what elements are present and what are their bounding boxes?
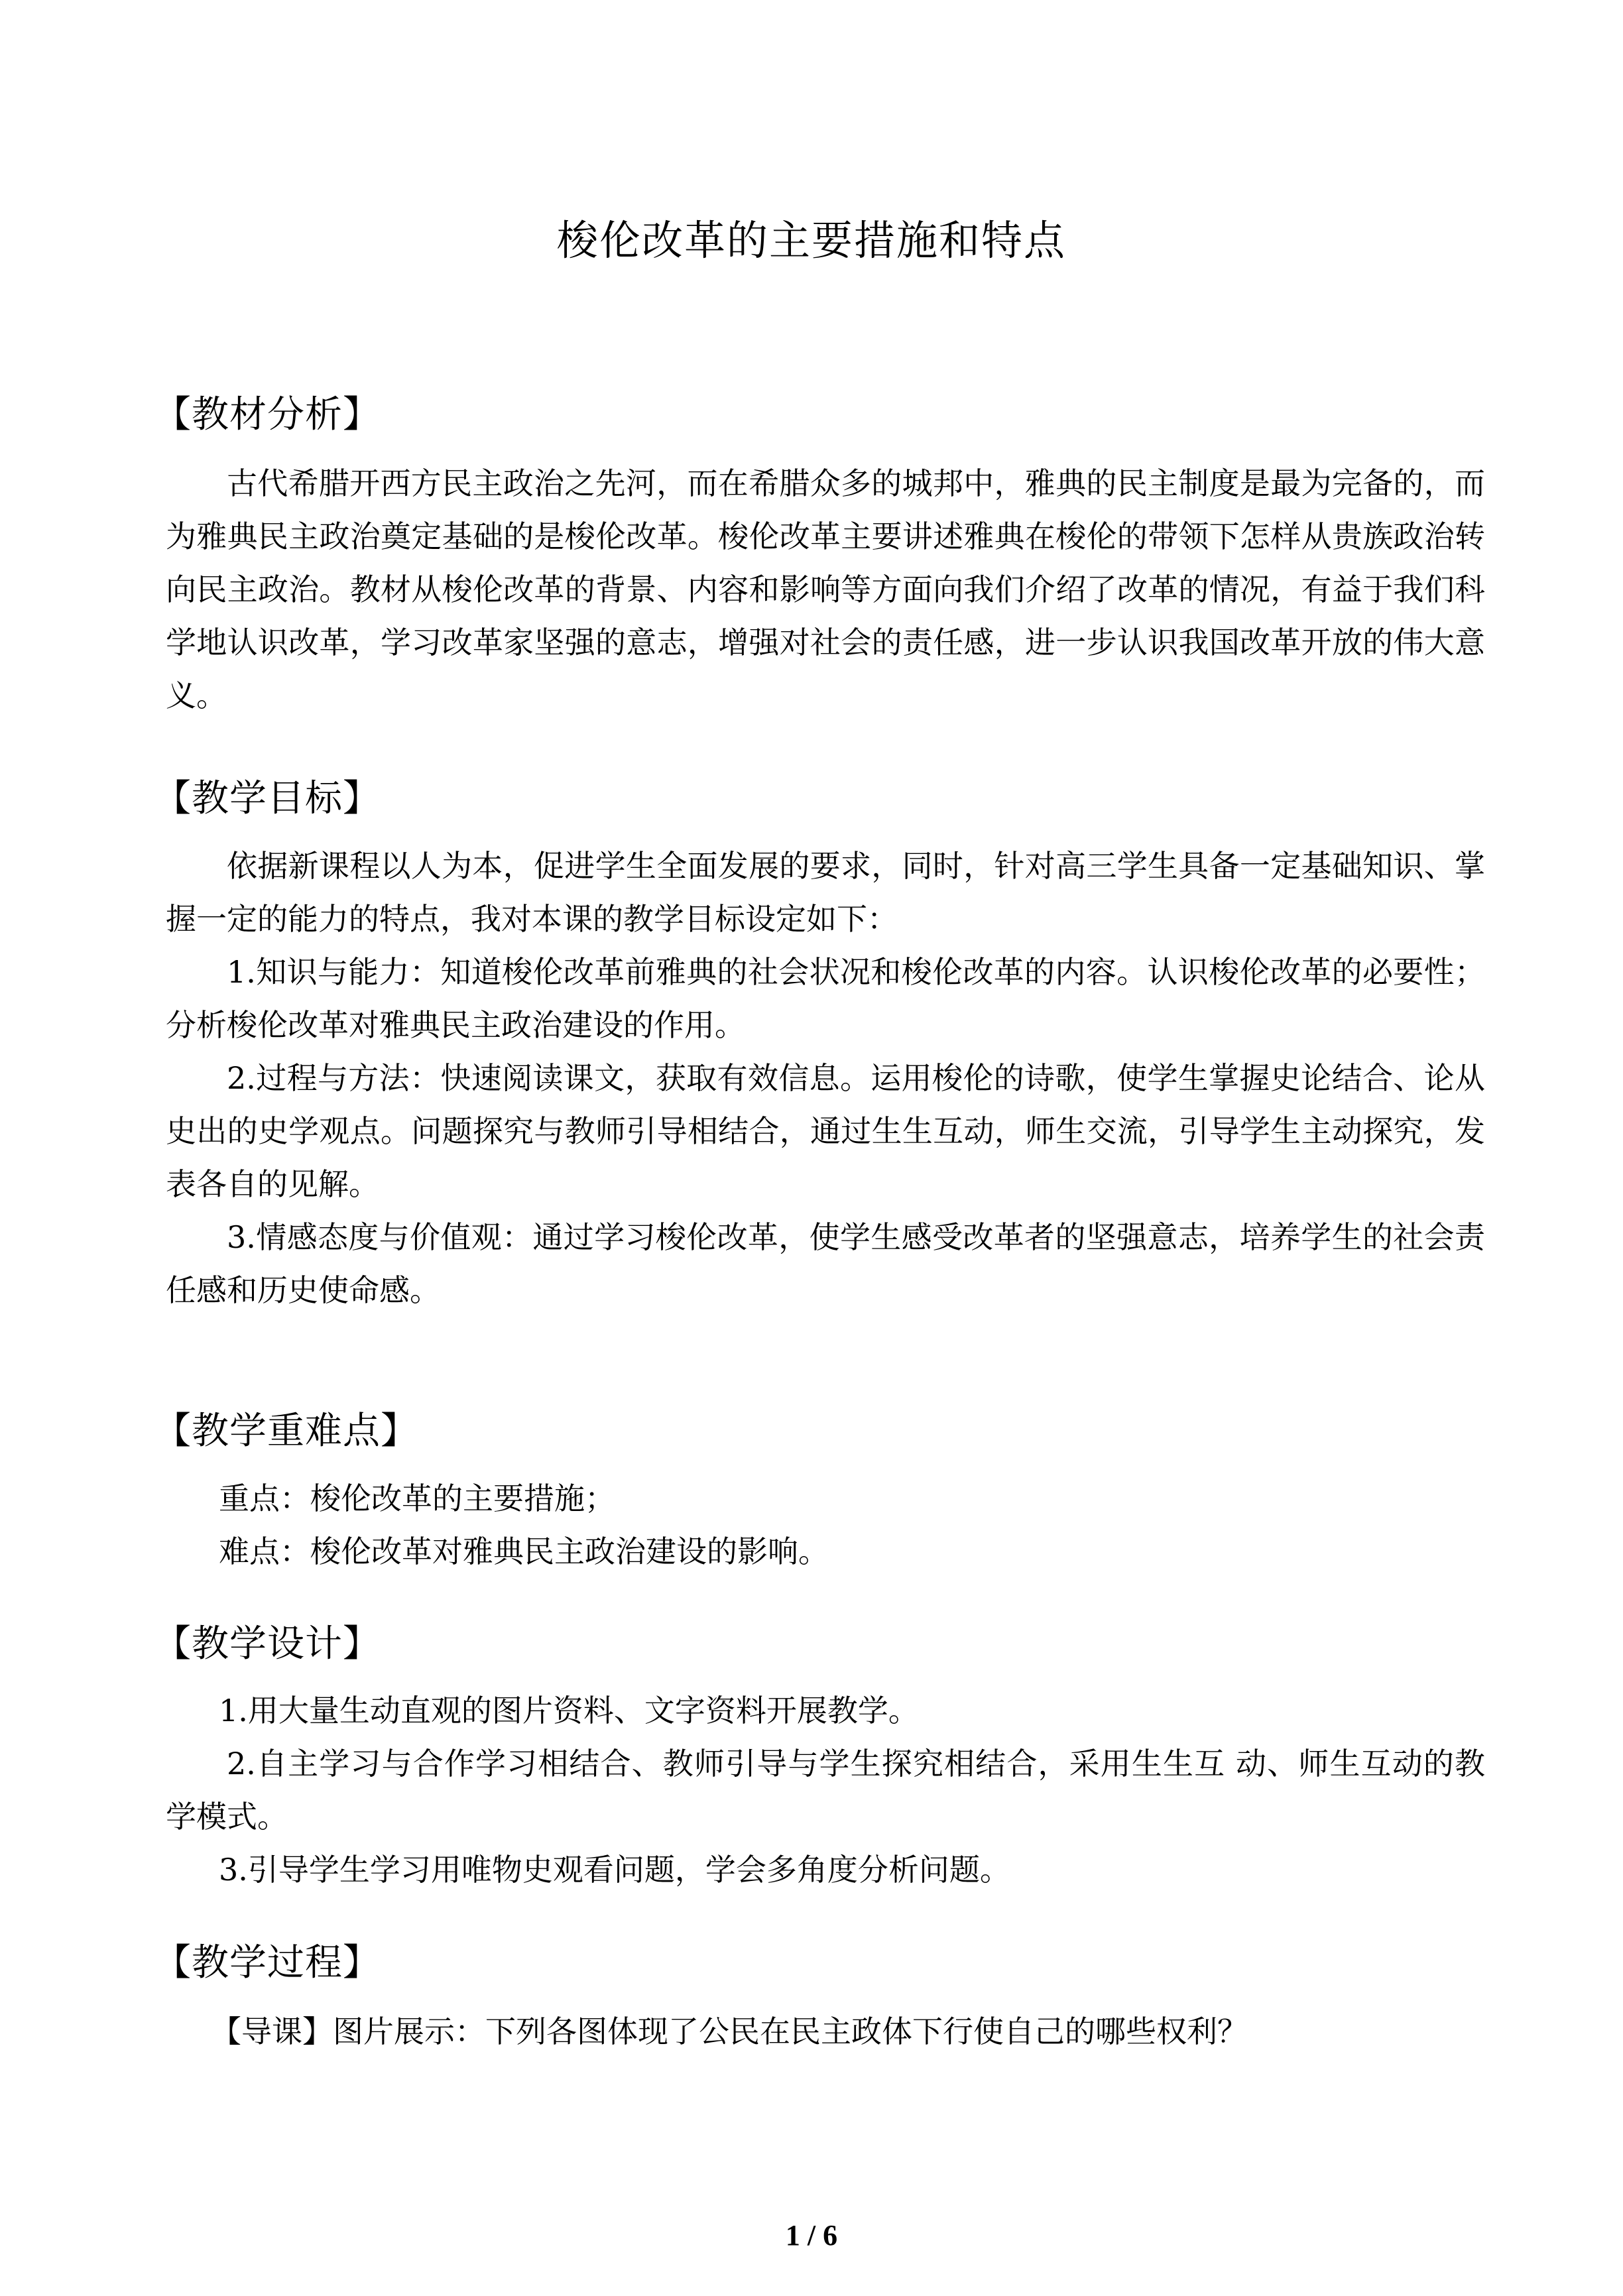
section-heading-design: 【教学设计】 <box>154 1622 381 1665</box>
design-item-3: 3.引导学生学习用唯物史观看问题，学会多角度分析问题。 <box>219 1852 1010 1888</box>
design-item-1: 1.用大量生动直观的图片资料、文字资料开展教学。 <box>219 1693 919 1728</box>
page-title: 梭伦改革的主要措施和特点 <box>556 216 1066 265</box>
design-item-2: 2.自主学习与合作学习相结合、教师引导与学生探究相结合，采用生生互 动、师生互动的教学模式。 <box>166 1746 1485 1835</box>
goals-intro-paragraph: 依据新课程以人为本，促进学生全面发展的要求，同时，针对高三学生具备一定基础知识、掌握一定的能力的特点，我对本课的教学目标设定如下： <box>166 848 1485 937</box>
goals-item-2: 2.过程与方法：快速阅读课文，获取有效信息。运用梭伦的诗歌，使学生掌握史论结合、论从史出的史学观点。问题探究与教师引导相结合，通过生生互动，师生交流，引导学生主动探究，发表各自的见解。 <box>166 1060 1485 1202</box>
key-point-difficulty: 难点：梭伦改革对雅典民主政治建设的影响。 <box>219 1534 829 1569</box>
process-intro: 【导课】图片展示：下列各图体现了公民在民主政体下行使自己的哪些权利？ <box>211 2014 1248 2049</box>
goals-item-3: 3.情感态度与价值观：通过学习梭伦改革，使学生感受改革者的坚强意志，培养学生的社会责任感和历史使命感。 <box>166 1219 1485 1308</box>
page-number: 1 / 6 <box>785 2219 838 2252</box>
key-point-focus: 重点：梭伦改革的主要措施； <box>219 1480 615 1516</box>
goals-item-1: 1.知识与能力：知道梭伦改革前雅典的社会状况和梭伦改革的内容。认识梭伦改革的必要性；分析梭伦改革对雅典民主政治建设的作用。 <box>166 954 1485 1043</box>
section-heading-goals: 【教学目标】 <box>154 777 381 820</box>
section-heading-process: 【教学过程】 <box>154 1941 381 1984</box>
section-heading-analysis: 【教材分析】 <box>154 393 381 436</box>
analysis-paragraph: 古代希腊开西方民主政治之先河，而在希腊众多的城邦中，雅典的民主制度是最为完备的，而为雅典民主政治奠定基础的是梭伦改革。梭伦改革主要讲述雅典在梭伦的带领下怎样从贵族政治转向民主政治。教材从梭伦改革的背景、内容和影响等方面向我们介绍了改革的情况，有益于我们科学地认识改革，学习改革家坚强的意志，增强对社会的责任感，进一步认识我国改革开放的伟大意义。 <box>166 465 1485 713</box>
section-heading-key-points: 【教学重难点】 <box>154 1410 418 1453</box>
